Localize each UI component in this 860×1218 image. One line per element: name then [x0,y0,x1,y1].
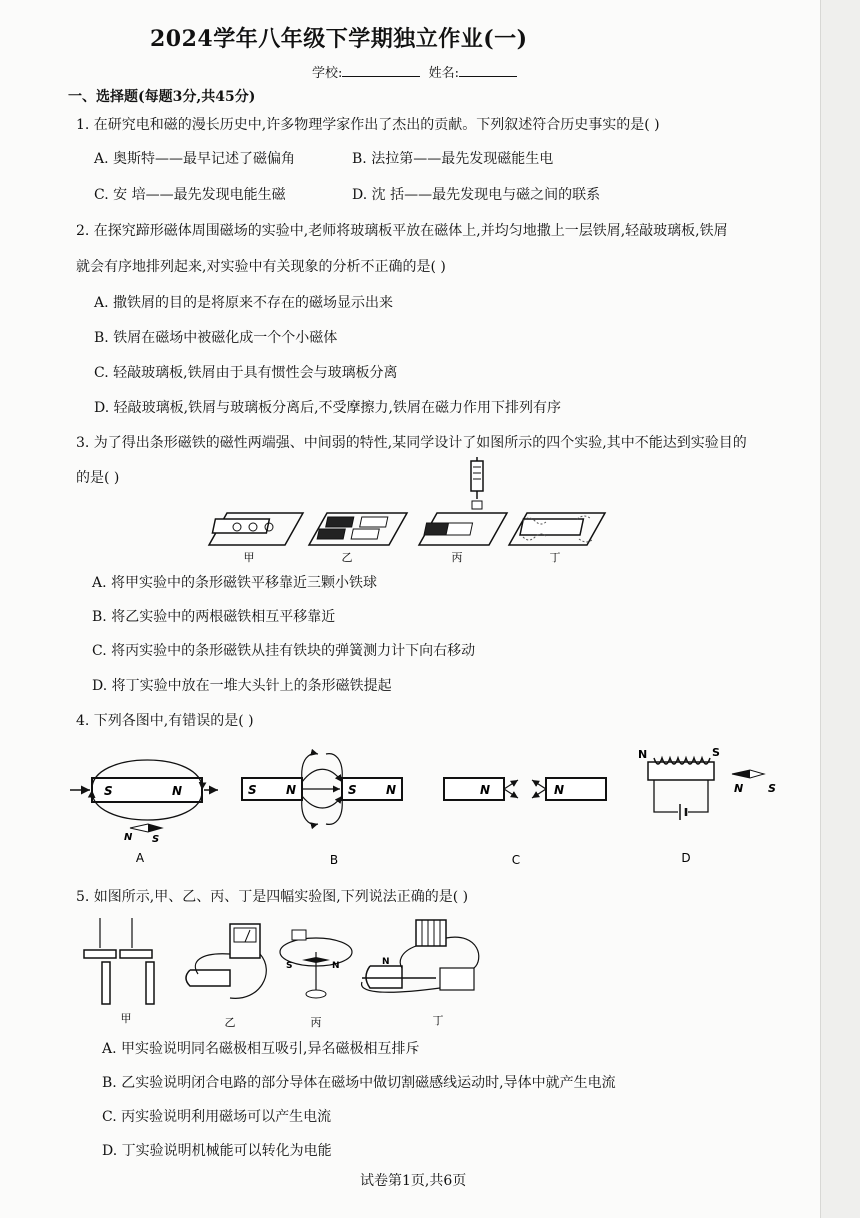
q5-figure [80,912,500,1030]
q5-stem: 5. 如图所示,甲、乙、丙、丁是四幅实验图,下列说法正确的是( ) [76,889,469,905]
school-blank [342,62,420,77]
q4-stem: 4. 下列各图中,有错误的是( ) [76,713,254,729]
q5-option-b: B. 乙实验说明闭合电路的部分导体在磁场中做切割磁感线运动时,导体中就产生电流 [102,1075,616,1091]
q3-option-c: C. 将丙实验中的条形磁铁从挂有铁块的弹簧测力计下向右移动 [92,643,476,659]
q4-fig-c [444,778,606,800]
q5-fig-bing [280,930,352,998]
q3-fig-label-bing: 丙 [451,551,463,564]
q4-c-pole-n1: N [480,783,491,797]
q5-bing-pole-n: N [332,961,340,971]
q4-fig-label-a: A [135,851,145,865]
q3-fig-bing [419,457,507,545]
q4-a-needle-n: N [124,832,133,843]
q5-fig-jia [84,918,154,1004]
q5-fig-label-ding: 丁 [432,1014,444,1027]
q4-c-pole-n2: N [554,783,565,797]
q4-a-pole-n: N [172,784,183,798]
q2-option-b: B. 铁屑在磁场中被磁化成一个个小磁体 [94,330,338,346]
q4-fig-label-c: C [511,853,521,867]
q1-stem: 1. 在研究电和磁的漫长历史中,许多物理学家作出了杰出的贡献。下列叙述符合历史事实的是( ) [76,117,660,133]
q4-a-needle-s: S [152,834,160,845]
q5-option-c: C. 丙实验说明利用磁场可以产生电流 [102,1109,332,1125]
q4-a-pole-s: S [104,784,113,798]
section-title: 一、选择题(每题3分,共45分) [68,89,256,105]
school-label: 学校: [312,66,343,81]
q3-option-b: B. 将乙实验中的两根磁铁相互平移靠近 [92,609,336,625]
q4-fig-a [70,760,218,845]
q3-fig-ding [509,513,605,545]
q2-option-a: A. 撒铁屑的目的是将原来不存在的磁场显示出来 [94,295,394,311]
q4-d-pole-s: S [712,746,720,759]
name-label: 姓名: [428,66,460,81]
q3-option-d: D. 将丁实验中放在一堆大头针上的条形磁铁提起 [92,678,392,694]
q5-fig-ding [362,920,479,992]
q4-b-pole-n2: N [386,783,397,797]
q4-d-pole-n: N [638,748,648,761]
q3-figure [205,455,615,565]
q3-fig-label-yi: 乙 [341,551,353,564]
q1-option-d: D. 沈 括——最先发现电与磁之间的联系 [352,187,601,203]
q5-option-a: A. 甲实验说明同名磁极相互吸引,异名磁极相互排斥 [102,1041,420,1057]
q4-fig-b [242,754,402,825]
q3-option-a: A. 将甲实验中的条形磁铁平移靠近三颗小铁球 [92,575,378,591]
q5-fig-label-jia: 甲 [120,1012,132,1025]
name-blank [459,62,517,77]
q3-fig-label-ding: 丁 [549,551,561,564]
q2-stem-line1: 2. 在探究蹄形磁体周围磁场的实验中,老师将玻璃板平放在磁体上,并均匀地撒上一层铁屑,轻敲玻璃板,铁屑 [76,223,728,239]
q2-stem-line2: 就会有序地排列起来,对实验中有关现象的分析不正确的是( ) [76,259,446,275]
q3-stem-line1: 3. 为了得出条形磁铁的磁性两端强、中间弱的特性,某同学设计了如图所示的四个实验,其中不能达到实验目的 [76,435,747,451]
q4-fig-d [638,746,776,820]
q2-option-d: D. 轻敲玻璃板,铁屑与玻璃板分离后,不受摩擦力,铁屑在磁力作用下排列有序 [94,400,561,416]
exam-title: 2024学年八年级下学期独立作业(一) [150,26,528,52]
q5-bing-pole-s: S [286,961,293,971]
q1-option-c: C. 安 培——最先发现电能生磁 [94,187,286,203]
q4-fig-label-b: B [329,853,339,867]
q3-fig-jia [209,513,303,545]
q3-fig-label-jia: 甲 [243,551,255,564]
q4-figure [60,740,800,870]
q5-ding-pole-n: N [382,957,390,967]
q5-fig-label-yi: 乙 [224,1016,236,1029]
q4-d-needle-s: S [768,782,776,795]
q5-option-d: D. 丁实验说明机械能可以转化为电能 [102,1143,332,1159]
q4-d-needle-n: N [734,782,744,795]
school-name-line [312,62,517,83]
q4-fig-label-d: D [681,851,691,865]
page-edge [820,0,860,1218]
q3-fig-yi [309,513,407,545]
page-footer: 试卷第1页,共6页 [360,1173,467,1189]
q5-fig-label-bing: 丙 [310,1016,322,1029]
q4-b-pole-n1: N [286,783,297,797]
q5-fig-yi [186,924,266,998]
q4-b-pole-s1: S [248,783,257,797]
q2-option-c: C. 轻敲玻璃板,铁屑由于具有惯性会与玻璃板分离 [94,365,398,381]
q4-b-pole-s2: S [348,783,357,797]
q3-stem-line2: 的是( ) [76,470,120,486]
q1-option-b: B. 法拉第——最先发现磁能生电 [352,151,554,167]
q1-option-a: A. 奥斯特——最早记述了磁偏角 [94,151,296,167]
